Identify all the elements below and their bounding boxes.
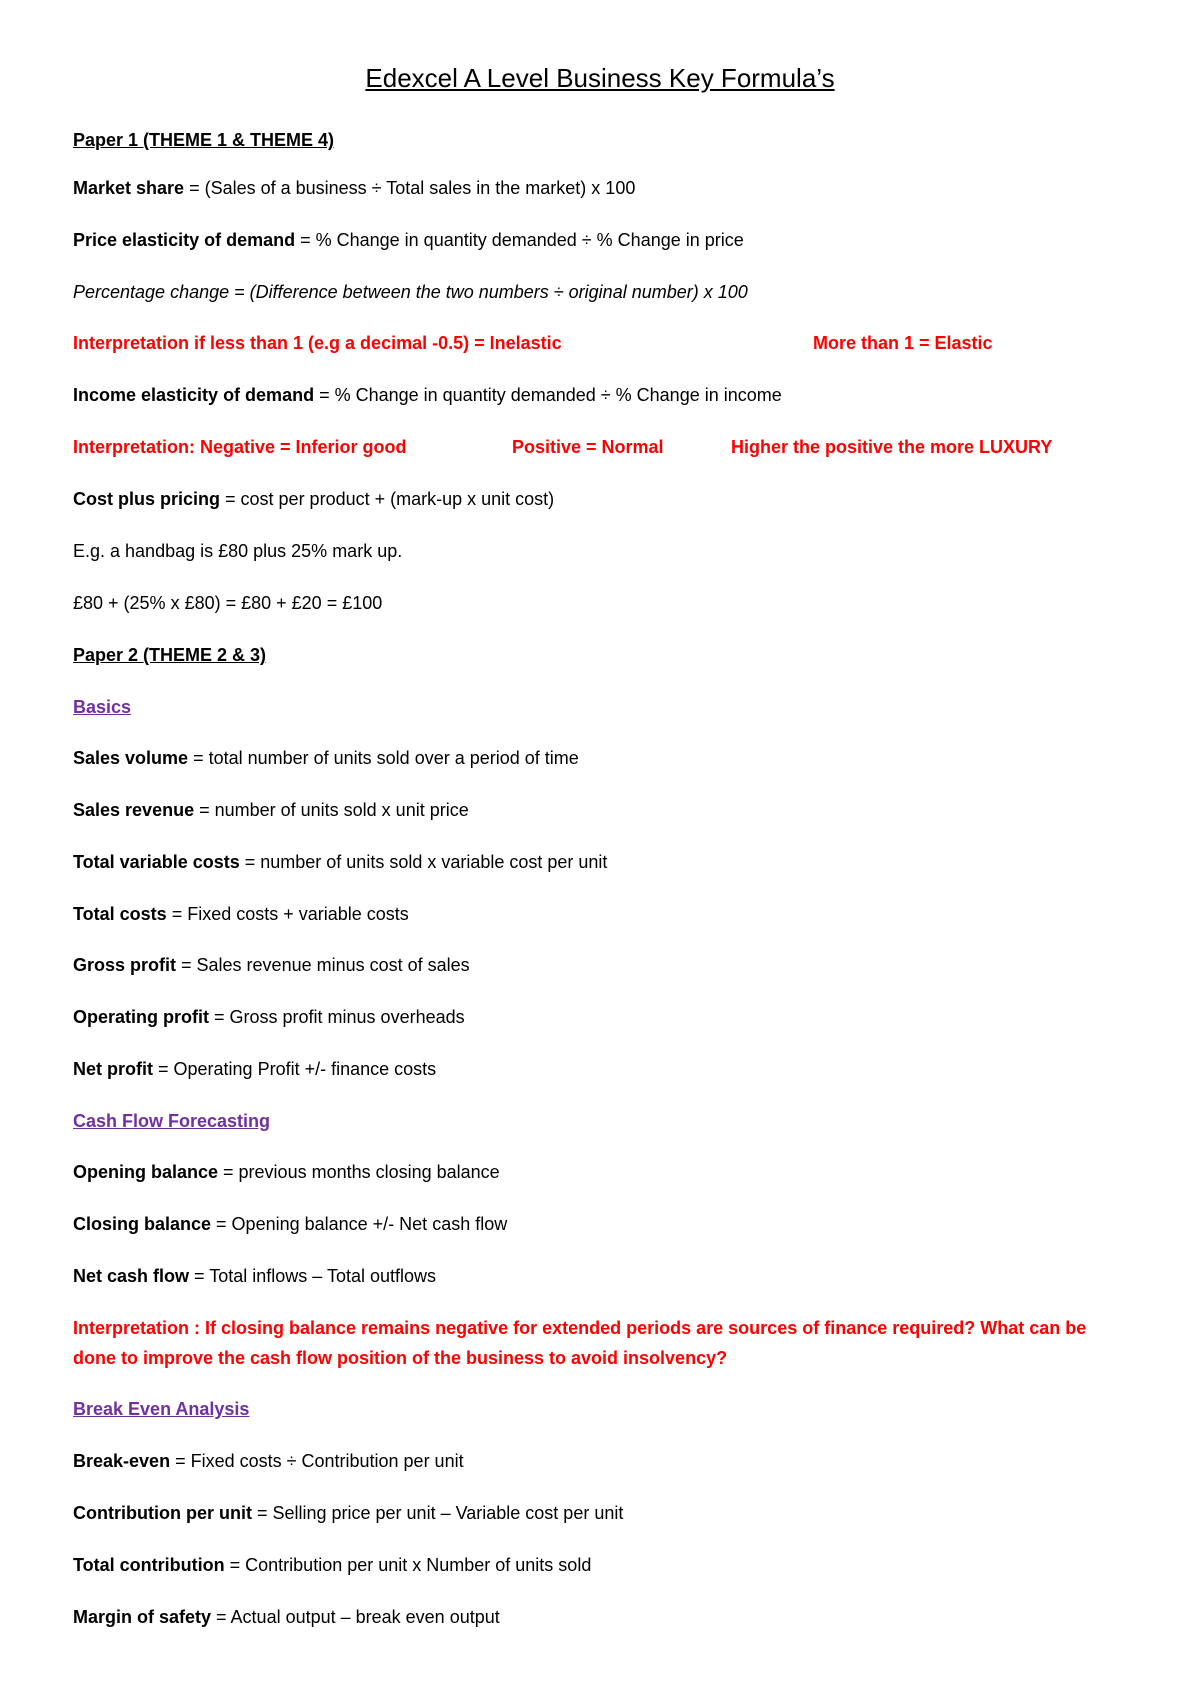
paper2-heading: Paper 2 (THEME 2 & 3) xyxy=(73,645,267,665)
formula-term: Operating profit xyxy=(73,1007,209,1027)
cash-flow-interpretation: Interpretation : If closing balance remains negative for extended periods are sources of finance required? What can be done to improve the cash flow position of the business to avoid insolvency? xyxy=(73,1318,1087,1368)
formula-term: Gross profit xyxy=(73,955,177,975)
ped-interpretation-left: Interpretation if less than 1 (e.g a decimal -0.5) = Inelastic xyxy=(73,333,562,353)
example-line: E.g. a handbag is £80 plus 25% mark up. xyxy=(73,541,403,561)
market-share-formula xyxy=(73,176,635,200)
formula-body: = Gross profit minus overheads xyxy=(209,1007,465,1027)
break-even-formula xyxy=(73,1449,464,1473)
margin-of-safety-formula xyxy=(73,1605,500,1629)
formula-term: Price elasticity of demand xyxy=(73,230,296,250)
formula-body: = total number of units sold over a period of time xyxy=(188,748,579,768)
formula-italic: Percentage change = (Difference between the two numbers ÷ original number) x 100 xyxy=(73,282,748,302)
formula-term: Market share xyxy=(73,178,185,198)
total-costs-formula xyxy=(73,902,409,926)
formula-body: = Contribution per unit x Number of units sold xyxy=(224,1555,592,1575)
example-calculation: £80 + (25% x £80) = £80 + £20 = £100 xyxy=(73,593,383,613)
operating-profit-formula xyxy=(73,1005,465,1029)
formula-body: = Fixed costs + variable costs xyxy=(166,904,409,924)
formula-body: = % Change in quantity demanded ÷ % Change in price xyxy=(295,230,744,250)
closing-balance-formula xyxy=(73,1212,507,1236)
break-even-heading: Break Even Analysis xyxy=(73,1399,250,1419)
formula-body: = Actual output – break even output xyxy=(211,1607,500,1627)
formula-body: = Selling price per unit – Variable cost per unit xyxy=(251,1503,624,1523)
yed-formula xyxy=(73,383,782,407)
yed-interpretation-positive: Positive = Normal xyxy=(512,437,664,457)
document-title: Edexcel A Level Business Key Formula’s xyxy=(365,63,835,93)
formula-body: = number of units sold x variable cost per unit xyxy=(239,852,608,872)
formula-body: = number of units sold x unit price xyxy=(194,800,469,820)
cash-flow-heading: Cash Flow Forecasting xyxy=(73,1111,271,1131)
total-variable-costs-formula xyxy=(73,850,607,874)
formula-body: = Sales revenue minus cost of sales xyxy=(176,955,470,975)
formula-term: Sales revenue xyxy=(73,800,195,820)
formula-term: Margin of safety xyxy=(73,1607,212,1627)
formula-term: Opening balance xyxy=(73,1162,219,1182)
gross-profit-formula xyxy=(73,953,470,977)
formula-body: = Fixed costs ÷ Contribution per unit xyxy=(170,1451,464,1471)
formula-body: = previous months closing balance xyxy=(218,1162,500,1182)
formula-term: Cost plus pricing xyxy=(73,489,221,509)
yed-interpretation-luxury: Higher the positive the more LUXURY xyxy=(731,437,1053,457)
formula-term: Closing balance xyxy=(73,1214,212,1234)
formula-body: = Operating Profit +/- finance costs xyxy=(153,1059,437,1079)
total-contribution-formula xyxy=(73,1553,591,1577)
formula-term: Income elasticity of demand xyxy=(73,385,315,405)
basics-heading: Basics xyxy=(73,697,132,717)
contribution-per-unit-formula xyxy=(73,1501,623,1525)
formula-body: = (Sales of a business ÷ Total sales in the market) x 100 xyxy=(184,178,636,198)
formula-term: Sales volume xyxy=(73,748,189,768)
formula-term: Net cash flow xyxy=(73,1266,190,1286)
yed-interpretation-negative: Interpretation: Negative = Inferior good xyxy=(73,437,407,457)
formula-term: Total contribution xyxy=(73,1555,225,1575)
formula-body: = Opening balance +/- Net cash flow xyxy=(211,1214,508,1234)
formula-body: = Total inflows – Total outflows xyxy=(189,1266,437,1286)
formula-term: Net profit xyxy=(73,1059,153,1079)
ped-formula xyxy=(73,228,744,252)
opening-balance-formula xyxy=(73,1160,500,1184)
cost-plus-formula xyxy=(73,487,554,511)
formula-term: Contribution per unit xyxy=(73,1503,252,1523)
net-profit-formula xyxy=(73,1057,436,1081)
net-cash-flow-formula xyxy=(73,1264,436,1288)
formula-body: = % Change in quantity demanded ÷ % Change in income xyxy=(314,385,782,405)
formula-term: Total costs xyxy=(73,904,167,924)
sales-revenue-formula xyxy=(73,798,469,822)
formula-body: = cost per product + (mark-up x unit cost) xyxy=(220,489,555,509)
paper1-heading: Paper 1 (THEME 1 & THEME 4) xyxy=(73,130,335,150)
formula-term: Total variable costs xyxy=(73,852,240,872)
sales-volume-formula xyxy=(73,746,579,770)
ped-interpretation-right: More than 1 = Elastic xyxy=(813,333,993,353)
formula-term: Break-even xyxy=(73,1451,171,1471)
percentage-change-formula xyxy=(73,280,748,304)
